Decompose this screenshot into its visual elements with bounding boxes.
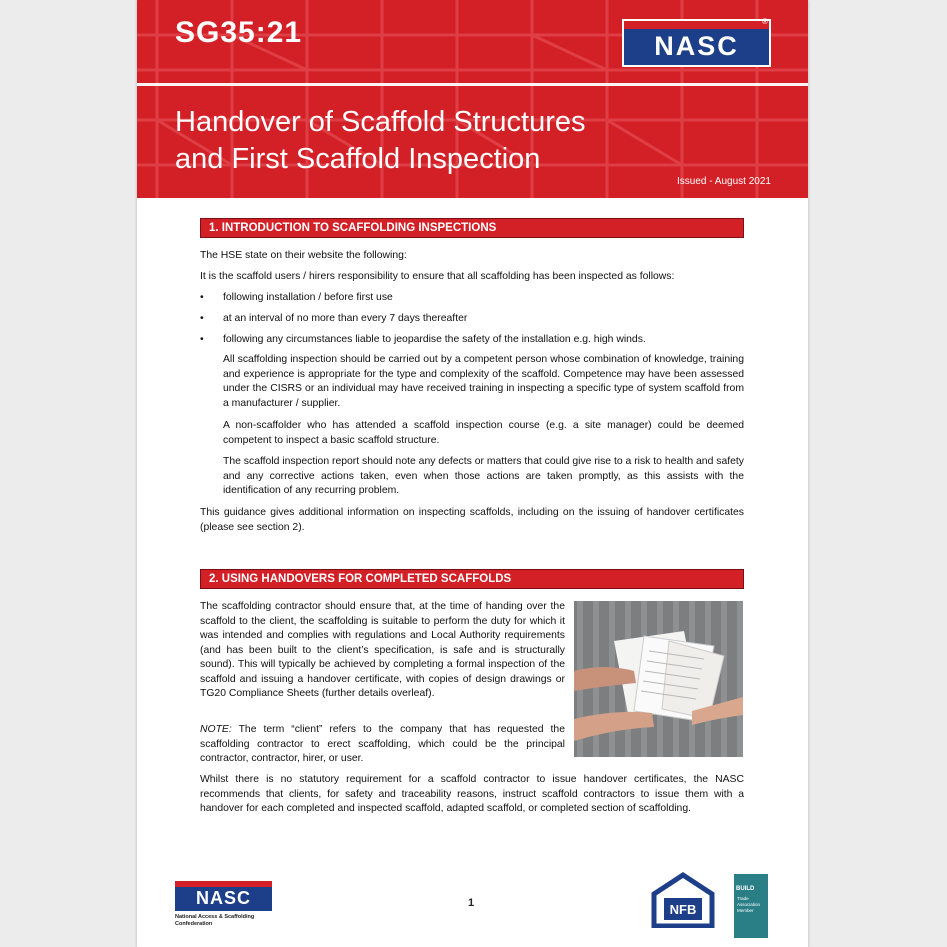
issued-date: Issued - August 2021	[677, 176, 771, 187]
section-1-intro: The HSE state on their website the following:	[200, 250, 407, 261]
document-title	[175, 104, 695, 178]
build-uk-text: BUILD	[736, 886, 755, 892]
footer-nasc-logo	[175, 881, 272, 911]
section-1-heading: 1. INTRODUCTION TO SCAFFOLDING INSPECTIONS	[200, 218, 744, 238]
footer-nasc-line-2: Confederation	[175, 921, 213, 927]
bullet-dot: •	[200, 292, 204, 303]
registered-mark: ®	[762, 17, 768, 26]
section-1-lead: It is the scaffold users / hirers responsibility to ensure that all scaffolding has been inspected as follows:	[200, 271, 675, 282]
section-1-closing: This guidance gives additional information on inspecting scaffolds, including on the issuing of handover certificates (please see section 2).	[200, 507, 744, 533]
nfb-logo-text: NFB	[669, 902, 697, 917]
title-line-2: and First Scaffold Inspection	[175, 143, 541, 175]
note-text: The term “client” refers to the company that has requested the scaffolding contractor to erect scaffolding, which could be the principal contractor, contractor, hirer, or user.	[200, 724, 565, 764]
nasc-logo	[622, 19, 771, 67]
note-label: NOTE:	[200, 724, 232, 735]
nasc-logo-text: NASC	[654, 31, 739, 61]
section-2-paragraph-1: The scaffolding contractor should ensure that, at the time of handing over the scaffold to the client, the scaffolding is suitable to perform the duty for which it was intended and complies with regulations and Local Authority requirements (and has been built to the client’s specification, is safe and is structurally sound). This will typically be achieved by completing a formal inspection of the scaffold and issuing a handover certificate, with copies of design drawings or TG20 Compliance Sheets (further details overleaf).	[200, 601, 565, 699]
bullet-dot: •	[200, 334, 204, 345]
section-2-note	[200, 723, 565, 767]
bullet-dot: •	[200, 313, 204, 324]
document-code: SG35:21	[175, 16, 303, 49]
bullet-text: following any circumstances liable to jeopardise the safety of the installation e.g. high winds.	[223, 334, 646, 345]
section-2-paragraph-2: Whilst there is no statutory requirement for a scaffold contractor to issue handover certificates, the NASC recommends that clients, for safety and traceability reasons, instruct scaffold contractors to issue them with a handover for each completed and inspected scaffold, adapted scaffold, or completed section of scaffolding.	[200, 774, 744, 814]
page-number: 1	[468, 897, 475, 909]
section-1-paragraph-1: All scaffolding inspection should be carried out by a competent person whose combination of knowledge, training and experience is appropriate for the type and complexity of the scaffold. Competence may have been assessed under the CISRS or an individual may have received training in inspecting a specific type of system scaffold from a manufacturer / supplier.	[223, 354, 744, 409]
nfb-logo	[650, 872, 716, 928]
footer-nasc-line-1: National Access & Scaffolding	[175, 914, 255, 920]
title-line-1: Handover of Scaffold Structures	[175, 106, 586, 138]
handover-certificate-photo	[574, 601, 743, 757]
section-1-paragraph-3: The scaffold inspection report should note any defects or matters that could give rise to a risk to health and safety and any corrective actions taken, even when those actions are taken promptly, as this assists with the identification of any recurring problem.	[223, 456, 744, 496]
footer-nasc-name	[175, 914, 285, 928]
build-uk-badge	[734, 874, 768, 938]
bullet-text: following installation / before first use	[223, 292, 393, 303]
footer-nasc-logo-text: NASC	[195, 888, 251, 908]
section-2-heading: 2. USING HANDOVERS FOR COMPLETED SCAFFOLDS	[200, 569, 744, 589]
bullet-text: at an interval of no more than every 7 days thereafter	[223, 313, 468, 324]
section-1-paragraph-2: A non-scaffolder who has attended a scaffold inspection course (e.g. a site manager) could be deemed competent to inspect a basic scaffold structure.	[223, 420, 744, 446]
banner-divider	[137, 83, 808, 86]
header-banner	[137, 0, 808, 198]
build-uk-subtext: Trade Association Member	[737, 896, 761, 913]
document-page	[137, 0, 808, 947]
